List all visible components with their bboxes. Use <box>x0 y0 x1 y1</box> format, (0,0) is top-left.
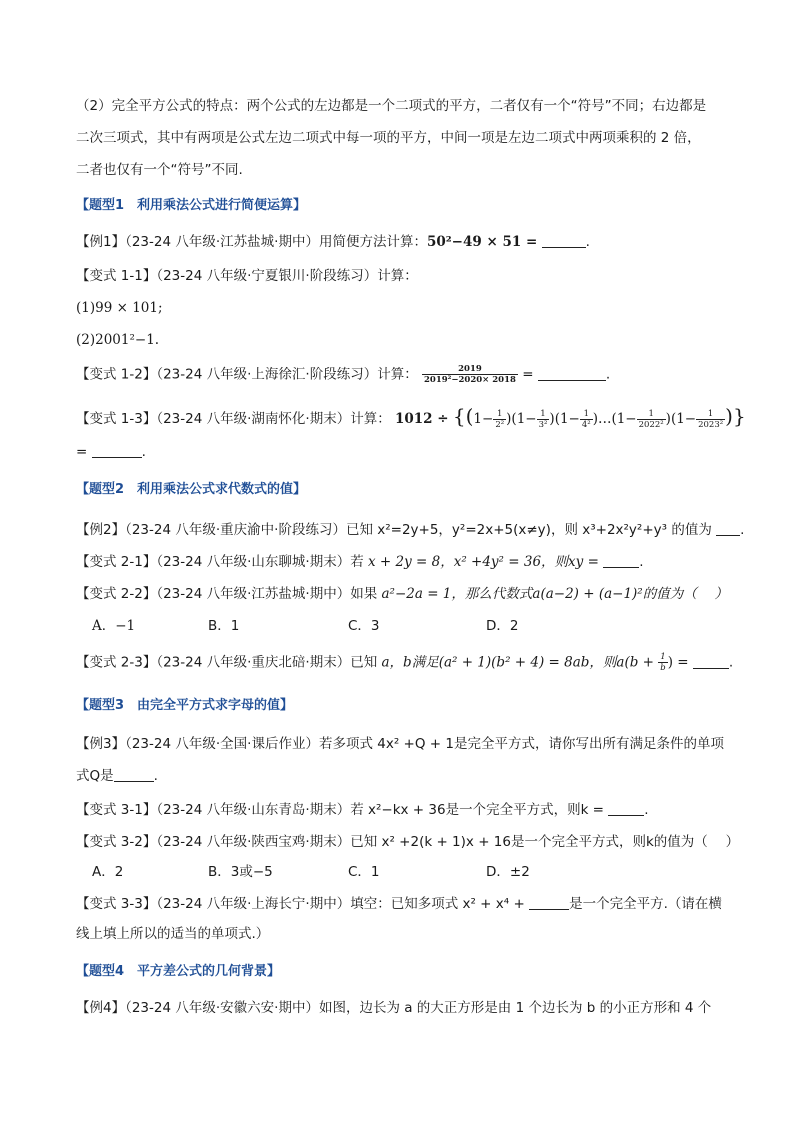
variant-3-3-label: 【变式 3-3】 <box>76 896 157 912</box>
variant-2-3-source: （23-24 八年级·重庆北碚·期末）已知 <box>156 654 378 671</box>
variant-1-1 <box>76 266 418 286</box>
variant-1-1-source: （23-24 八年级·宁夏银川·阶段练习）计算： <box>156 268 418 284</box>
option-c[interactable]: C．1 <box>348 864 380 880</box>
variant-3-2 <box>76 832 739 852</box>
variant-3-3-text-end: 是一个完全平方.（请在横 <box>569 896 722 912</box>
variant-1-1-label: 【变式 1-1】 <box>76 268 157 284</box>
variant-3-2-label: 【变式 3-2】 <box>76 834 157 850</box>
variant-3-3 <box>76 894 722 914</box>
variant-1-3-line-2: = . <box>76 444 146 460</box>
intro-line-3: 二者也仅有一个“符号”不同. <box>76 162 243 178</box>
option-b[interactable]: B．3或−5 <box>208 864 273 880</box>
answer-blank[interactable] <box>608 801 644 816</box>
frac-5: $\frac{1}{\text{2023²}}$ <box>698 408 724 430</box>
variant-1-3: 【变式 1-3】（23-24 八年级·湖南怀化·期末）计算： 1012 ÷ {(1− $\frac{1}{\text{2²}}$ )(1− $\frac{1}{\text{3²}}$ )(1− $\frac{1}{\text{4²}}$ )…(1− $\frac{1}{\text{2022²}}$ )(1− $\frac{1}{\text{2023²}}$ )} <box>76 404 746 430</box>
variant-2-1-label: 【变式 2-1】 <box>76 554 157 570</box>
variant-2-3: 【变式 2-3】（23-24 八年级·重庆北碚·期末）已知 a，b满足(a² + 1)(b² + 4) = 8ab，则a(b + $\frac{1}{b}$ ) = . <box>76 652 734 673</box>
variant-1-2-source: （23-24 八年级·上海徐汇·阶段练习）计算： <box>156 366 418 383</box>
variant-1-2-fraction <box>422 364 518 385</box>
variant-3-1-label: 【变式 3-1】 <box>76 802 157 818</box>
answer-blank[interactable] <box>716 521 740 536</box>
variant-1-3-expr-start: 1012 ÷ <box>395 411 449 427</box>
example-4-label: 【例4】 <box>76 1000 126 1016</box>
variant-1-3-source: （23-24 八年级·湖南怀化·期末）计算： <box>156 411 391 427</box>
frac-2: $\frac{1}{\text{3²}}$ <box>538 408 548 430</box>
variant-2-3-expr: a，b满足(a² + 1)(b² + 4) = 8ab，则a(b + <box>381 654 659 671</box>
answer-blank[interactable] <box>538 366 606 381</box>
option-d[interactable]: D．2 <box>486 618 519 634</box>
variant-2-2 <box>76 584 728 604</box>
option-a[interactable]: A．2 <box>92 864 124 880</box>
variant-3-3-text: （23-24 八年级·上海长宁·期中）填空：已知多项式 x² + x⁴ + <box>156 896 525 912</box>
variant-3-3-line-2: 线上填上所以的适当的单项式.） <box>76 926 270 942</box>
option-d[interactable]: D．±2 <box>486 864 530 880</box>
example-2: 【例2】（23-24 八年级·重庆渝中·阶段练习）已知 x²=2y+5，y²=2x+5(x≠y)，则 x³+2x²y²+y³ 的值为 . <box>76 522 745 538</box>
example-3 <box>76 734 724 754</box>
example-1-source: （23-24 八年级·江苏盐城·期中）用简便方法计算： <box>125 234 427 250</box>
answer-blank[interactable] <box>92 443 142 458</box>
type4-heading: 【题型4 平方差公式的几何背景】 <box>76 964 281 979</box>
variant-2-1: 【变式 2-1】（23-24 八年级·山东聊城·期末）若 x + 2y = 8，x² +4y² = 36，则xy = . <box>76 554 644 570</box>
frac-4: $\frac{1}{\text{2022²}}$ <box>638 408 664 430</box>
answer-blank[interactable] <box>693 654 729 669</box>
variant-1-1-part-2: (2)2001²−1. <box>76 332 160 348</box>
intro-line-2: 二次三项式，其中有两项是公式左边二项式中每一项的平方，中间一项是左边二项式中两项乘积的 2 倍， <box>76 130 701 146</box>
example-2-label: 【例2】 <box>76 522 126 538</box>
option-a[interactable]: A．−1 <box>92 618 136 634</box>
frac-3: $\frac{1}{\text{4²}}$ <box>581 408 591 430</box>
answer-blank[interactable] <box>529 895 569 910</box>
example-3-line-2: 式Q是 . <box>76 768 158 784</box>
type3-heading: 【题型3 由完全平方式求字母的值】 <box>76 698 294 713</box>
option-b[interactable]: B．1 <box>208 618 240 634</box>
fraction-denominator: 2019²−2020× 2018 <box>424 375 516 385</box>
variant-2-2-label: 【变式 2-2】 <box>76 586 157 602</box>
variant-2-2-source: （23-24 八年级·江苏盐城·期中）如果 <box>156 586 378 602</box>
intro-line-1: （2）完全平方公式的特点：两个公式的左边都是一个二项式的平方，二者仅有一个“符号”不同；右边都是 <box>76 98 707 114</box>
variant-2-2-expr: a²−2a = 1，那么代数式a(a−2) + (a−1)²的值为（ ） <box>381 586 729 602</box>
example-3-text: （23-24 八年级·全国·课后作业）若多项式 4x² +Q + 1是完全平方式，请你写出所有满足条件的单项 <box>125 736 724 752</box>
example-4-text: （23-24 八年级·安徽六安·期中）如图，边长为 a 的大正方形是由 1 个边长为 b 的小正方形和 4 个 <box>125 1000 712 1016</box>
type1-heading: 【题型1 利用乘法公式进行简便运算】 <box>76 198 307 213</box>
variant-2-3-expr-end: ) = <box>667 654 689 671</box>
variant-2-1-expr: x + 2y = 8，x² +4y² = 36，则xy = <box>368 554 599 570</box>
variant-2-3-label: 【变式 2-3】 <box>76 654 157 671</box>
variant-3-2-text: （23-24 八年级·陕西宝鸡·期末）已知 x² +2(k + 1)x + 16是一个完全平方式，则k的值为（ ） <box>156 834 740 850</box>
answer-blank[interactable] <box>542 233 586 248</box>
example-3-label: 【例3】 <box>76 736 126 752</box>
type2-heading: 【题型2 利用乘法公式求代数式的值】 <box>76 482 307 497</box>
answer-blank[interactable] <box>603 553 639 568</box>
frac-1: $\frac{1}{\text{2²}}$ <box>495 408 505 430</box>
variant-2-3-fraction: $\frac{1}{b}$ <box>660 652 666 673</box>
variant-1-2-label: 【变式 1-2】 <box>76 366 157 383</box>
variant-3-1: 【变式 3-1】（23-24 八年级·山东青岛·期末）若 x²−kx + 36是一个完全平方式，则k = . <box>76 802 649 818</box>
option-c[interactable]: C．3 <box>348 618 380 634</box>
example-1-expr: 50²−49 × 51 = <box>426 234 538 250</box>
example-1: 【例1】（23-24 八年级·江苏盐城·期中）用简便方法计算：50²−49 × 51 = . <box>76 234 590 250</box>
fraction-numerator: 2019 <box>422 364 518 375</box>
answer-blank[interactable] <box>114 767 154 782</box>
variant-1-1-part-1: (1)99 × 101; <box>76 300 163 316</box>
example-4 <box>76 998 711 1018</box>
example-1-label: 【例1】 <box>76 234 126 250</box>
variant-2-1-source: （23-24 八年级·山东聊城·期末）若 <box>156 554 364 570</box>
example-2-text: （23-24 八年级·重庆渝中·阶段练习）已知 x²=2y+5，y²=2x+5(x≠y)，则 x³+2x²y²+y³ 的值为 <box>125 522 712 538</box>
variant-1-2: 【变式 1-2】（23-24 八年级·上海徐汇·阶段练习）计算： $\frac{2019}{\text{2019²−2020× 2018}}$ = . <box>76 364 611 385</box>
variant-3-1-text: （23-24 八年级·山东青岛·期末）若 x²−kx + 36是一个完全平方式，则k = <box>156 802 604 818</box>
variant-1-3-label: 【变式 1-3】 <box>76 411 157 427</box>
